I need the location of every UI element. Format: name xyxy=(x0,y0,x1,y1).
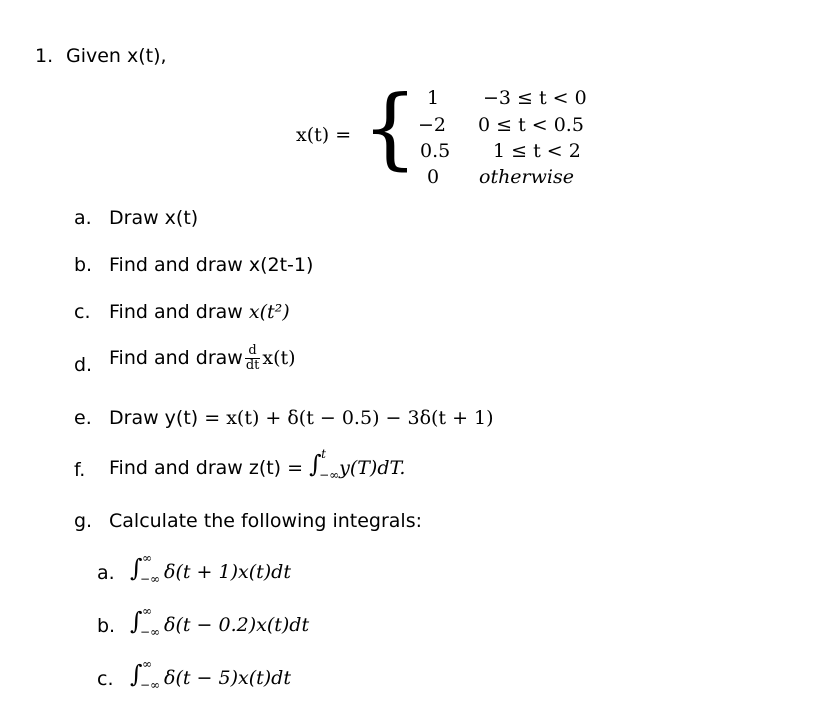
case-condition: 1 ≤ t < 2 xyxy=(493,140,581,162)
integral-item xyxy=(130,551,291,586)
part-text: Draw y(t) = xyxy=(109,407,227,429)
part-text: Calculate the following integrals: xyxy=(109,510,423,532)
part-text: Find and draw xyxy=(109,347,243,370)
part-text: Find and draw x(2t-1) xyxy=(109,254,314,276)
integral xyxy=(130,604,164,639)
part-text: Draw x(t) xyxy=(109,207,199,229)
part-label: b. xyxy=(74,254,93,276)
integral-lower: −∞ xyxy=(140,572,161,586)
case-value: 0.5 xyxy=(420,140,451,162)
fraction-numerator: d xyxy=(245,344,261,359)
case-value: 1 xyxy=(427,87,440,109)
definition-lhs: x(t) = xyxy=(296,124,352,146)
part-label: a. xyxy=(74,207,92,229)
part-label: f. xyxy=(74,459,86,481)
integral-sign: ∫ xyxy=(130,607,143,635)
integral-label: b. xyxy=(97,615,116,637)
integral-sign: ∫ xyxy=(130,660,143,688)
integral-upper: ∞ xyxy=(142,604,152,618)
part-text: Find and draw xyxy=(109,301,249,323)
part-label: d. xyxy=(74,354,93,376)
case-condition: −3 ≤ t < 0 xyxy=(483,87,587,109)
integral-lower: −∞ xyxy=(319,468,340,482)
part-math: x(t²) xyxy=(248,301,290,323)
part-label: g. xyxy=(74,510,93,532)
integral xyxy=(130,657,164,692)
part-math: x(t) xyxy=(262,347,296,370)
part-math: x(t) + δ(t − 0.5) − 3δ(t + 1) xyxy=(226,407,494,429)
integral-lower: −∞ xyxy=(140,625,161,639)
problem-number: 1. xyxy=(35,45,54,67)
integral-lower: −∞ xyxy=(140,678,161,692)
case-value: −2 xyxy=(418,114,447,136)
case-condition: otherwise xyxy=(479,166,574,188)
integral-label: a. xyxy=(97,562,115,584)
integral-upper: ∞ xyxy=(142,657,152,671)
part-label: c. xyxy=(74,301,91,323)
part-content xyxy=(109,407,494,429)
part-text: Find and draw z(t) = xyxy=(109,457,310,479)
integral-label: c. xyxy=(97,668,114,690)
integral-expression: δ(t + 1)x(t)dt xyxy=(164,561,291,583)
integral-expression: δ(t − 5)x(t)dt xyxy=(164,667,291,689)
derivative-fraction xyxy=(245,344,261,372)
integral xyxy=(309,447,340,482)
fraction-denominator: dt xyxy=(245,357,260,373)
integral xyxy=(130,551,164,586)
part-label: e. xyxy=(74,407,92,429)
case-value: 0 xyxy=(427,166,440,188)
part-content xyxy=(109,344,296,372)
problem-intro: Given x(t), xyxy=(66,45,167,67)
integral-sign: ∫ xyxy=(309,450,322,478)
integral-item xyxy=(130,657,291,692)
integral-sign: ∫ xyxy=(130,554,143,582)
case-condition: 0 ≤ t < 0.5 xyxy=(478,114,584,136)
part-content xyxy=(109,447,406,482)
left-brace: { xyxy=(362,76,418,179)
part-math: y(T)dT. xyxy=(339,457,406,479)
part-content xyxy=(109,301,290,323)
integral-expression: δ(t − 0.2)x(t)dt xyxy=(164,614,310,636)
integral-upper: t xyxy=(321,447,326,461)
integral-upper: ∞ xyxy=(142,551,152,565)
integral-item xyxy=(130,604,310,639)
